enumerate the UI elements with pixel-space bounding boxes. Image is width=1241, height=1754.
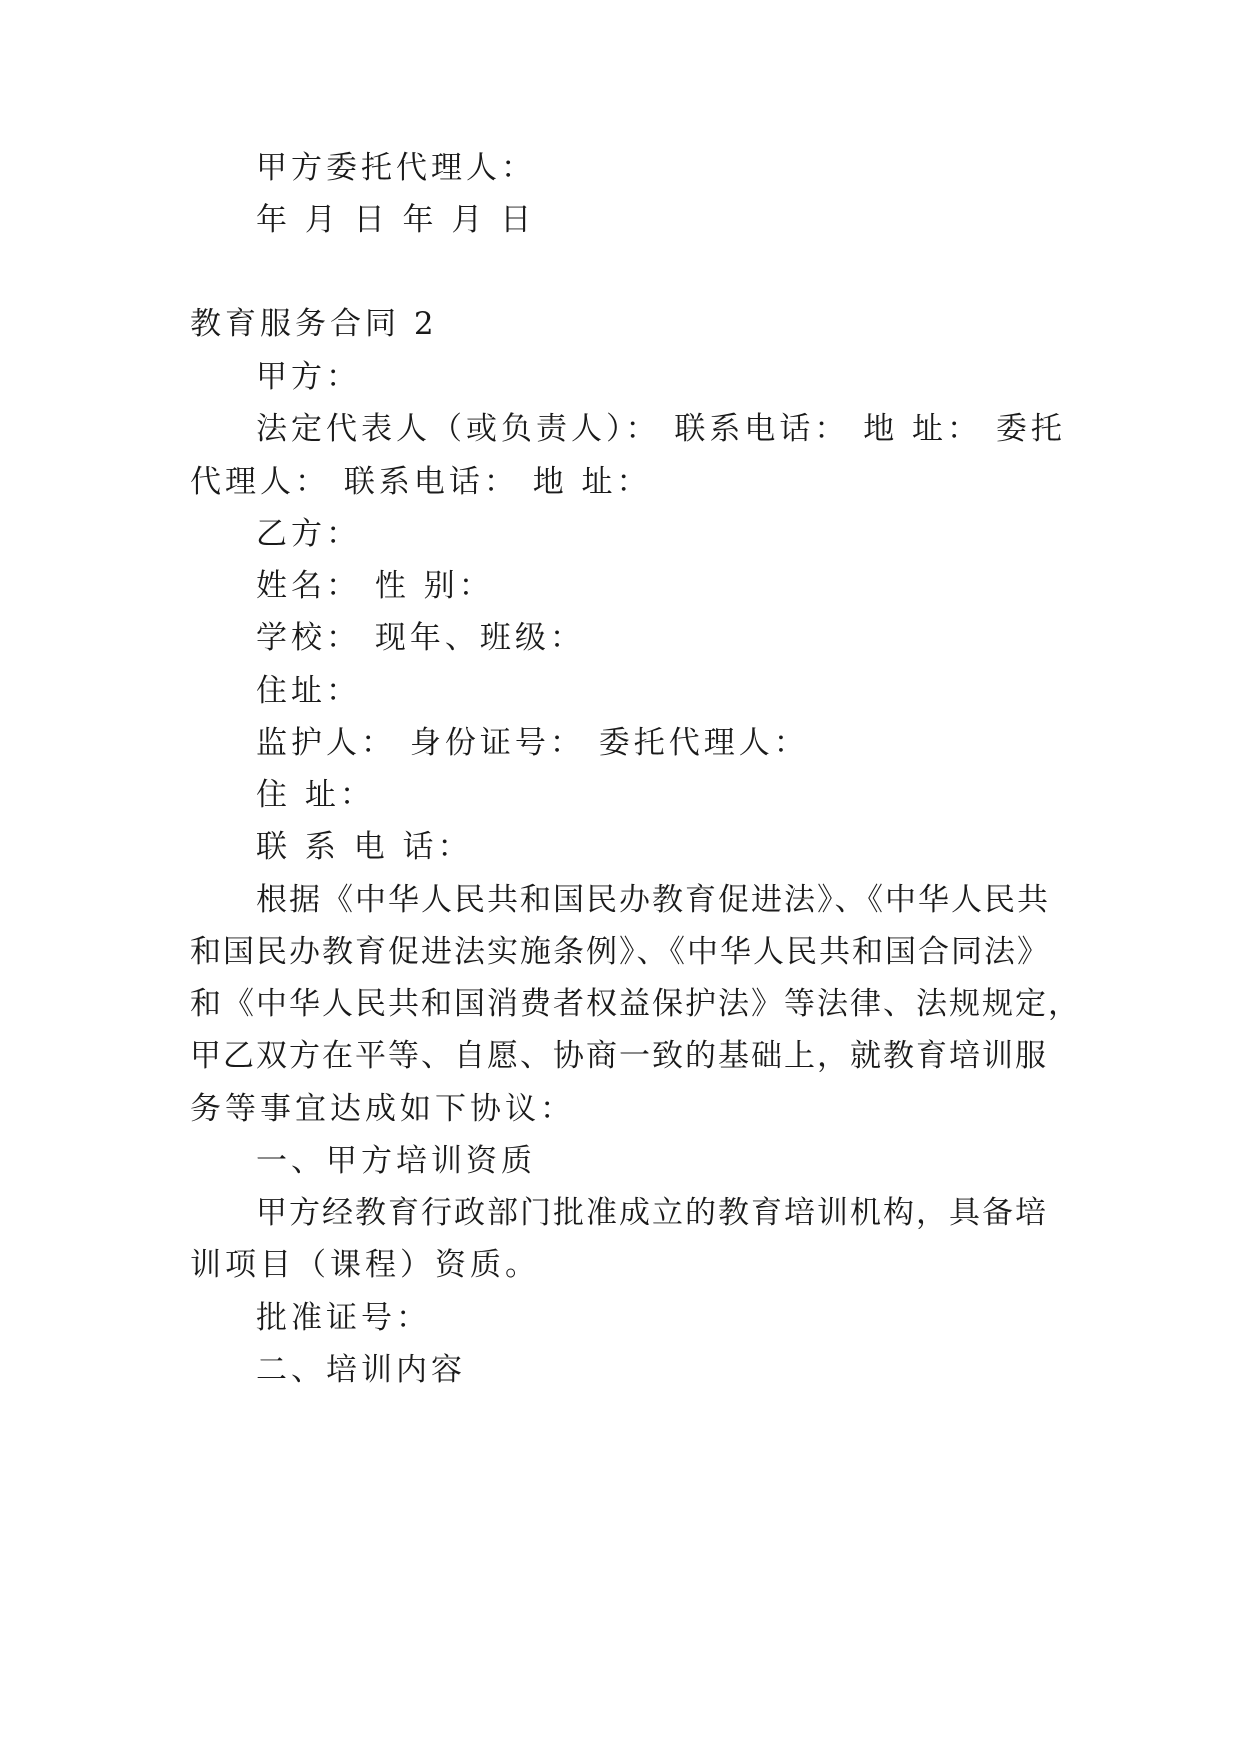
preamble-line-1: 根据《中华人民共和国民办教育促进法》、《中华人民共 [256,882,1050,918]
contact-phone-line: 联 系 电 话： [256,829,473,865]
name-gender-line: 姓名： 性 别： [256,568,494,604]
approval-number-line: 批准证号： [256,1300,431,1336]
contract-title: 教育服务合同 2 [190,306,438,342]
school-grade-line: 学校： 现年、班级： [256,620,585,656]
guardian-address-line: 住 址： [256,777,375,813]
legal-representative-line: 法定代表人（或负责人）： 联系电话： 地 址： 委托 [256,411,1066,447]
principal-agent-line: 甲方委托代理人： [256,150,536,186]
preamble-line-4: 甲乙双方在平等、自愿、协商一致的基础上，就教育培训服 [190,1038,1048,1074]
date-line: 年 月 日 年 月 日 [256,202,536,238]
preamble-line-3: 和《中华人民共和国消费者权益保护法》等法律、法规规定， [190,986,1081,1022]
guardian-line: 监护人： 身份证号： 委托代理人： [256,725,809,761]
agent-contact-line: 代理人： 联系电话： 地 址： [190,464,652,500]
address-line: 住址： [256,673,361,709]
section-1-heading: 一、甲方培训资质 [256,1143,536,1179]
section-2-heading: 二、培训内容 [256,1352,466,1388]
section-1-body-line-1: 甲方经教育行政部门批准成立的教育培训机构，具备培 [256,1195,1048,1231]
party-a-label: 甲方： [256,359,361,395]
party-b-label: 乙方： [256,516,361,552]
preamble-line-2: 和国民办教育促进法实施条例》、《中华人民共和国合同法》 [190,934,1050,970]
preamble-line-5: 务等事宜达成如下协议： [190,1091,575,1127]
section-1-body-line-2: 训项目（课程）资质。 [190,1247,540,1283]
